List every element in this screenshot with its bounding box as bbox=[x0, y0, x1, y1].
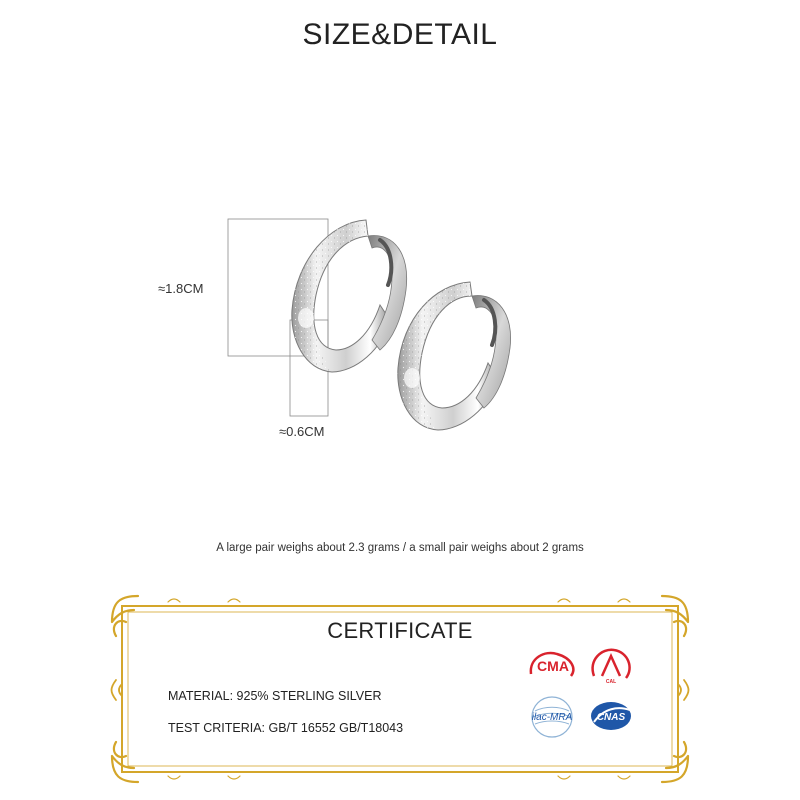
left-earring bbox=[292, 220, 407, 372]
ilac-mra-logo-text: ilac-MRA bbox=[531, 712, 573, 723]
test-criteria-value: GB/T 16552 GB/T18043 bbox=[268, 721, 404, 735]
cal-logo bbox=[588, 646, 634, 684]
certificate-title: CERTIFICATE bbox=[327, 618, 473, 643]
ilac-mra-logo bbox=[527, 694, 577, 740]
material-label: MATERIAL: bbox=[168, 689, 234, 703]
weight-note: A large pair weighs about 2.3 grams / a small pair weighs about 2 grams bbox=[216, 542, 584, 554]
earring-illustration bbox=[220, 210, 550, 450]
page-title: SIZE&DETAIL bbox=[302, 18, 498, 51]
cma-logo bbox=[527, 648, 579, 682]
material-line bbox=[168, 689, 382, 703]
cnas-logo-text: CNAS bbox=[596, 712, 626, 723]
height-dimension-label: ≈1.8CM bbox=[158, 281, 204, 296]
test-criteria-label: TEST CRITERIA: bbox=[168, 721, 266, 735]
material-value: 925% STERLING SILVER bbox=[236, 689, 382, 703]
right-earring bbox=[398, 282, 511, 430]
width-dimension-label: ≈0.6CM bbox=[279, 424, 325, 439]
test-criteria-line bbox=[168, 721, 403, 735]
cma-logo-text: CMA bbox=[537, 658, 569, 674]
cnas-logo bbox=[588, 698, 634, 734]
cal-logo-text: CAL bbox=[605, 679, 617, 684]
